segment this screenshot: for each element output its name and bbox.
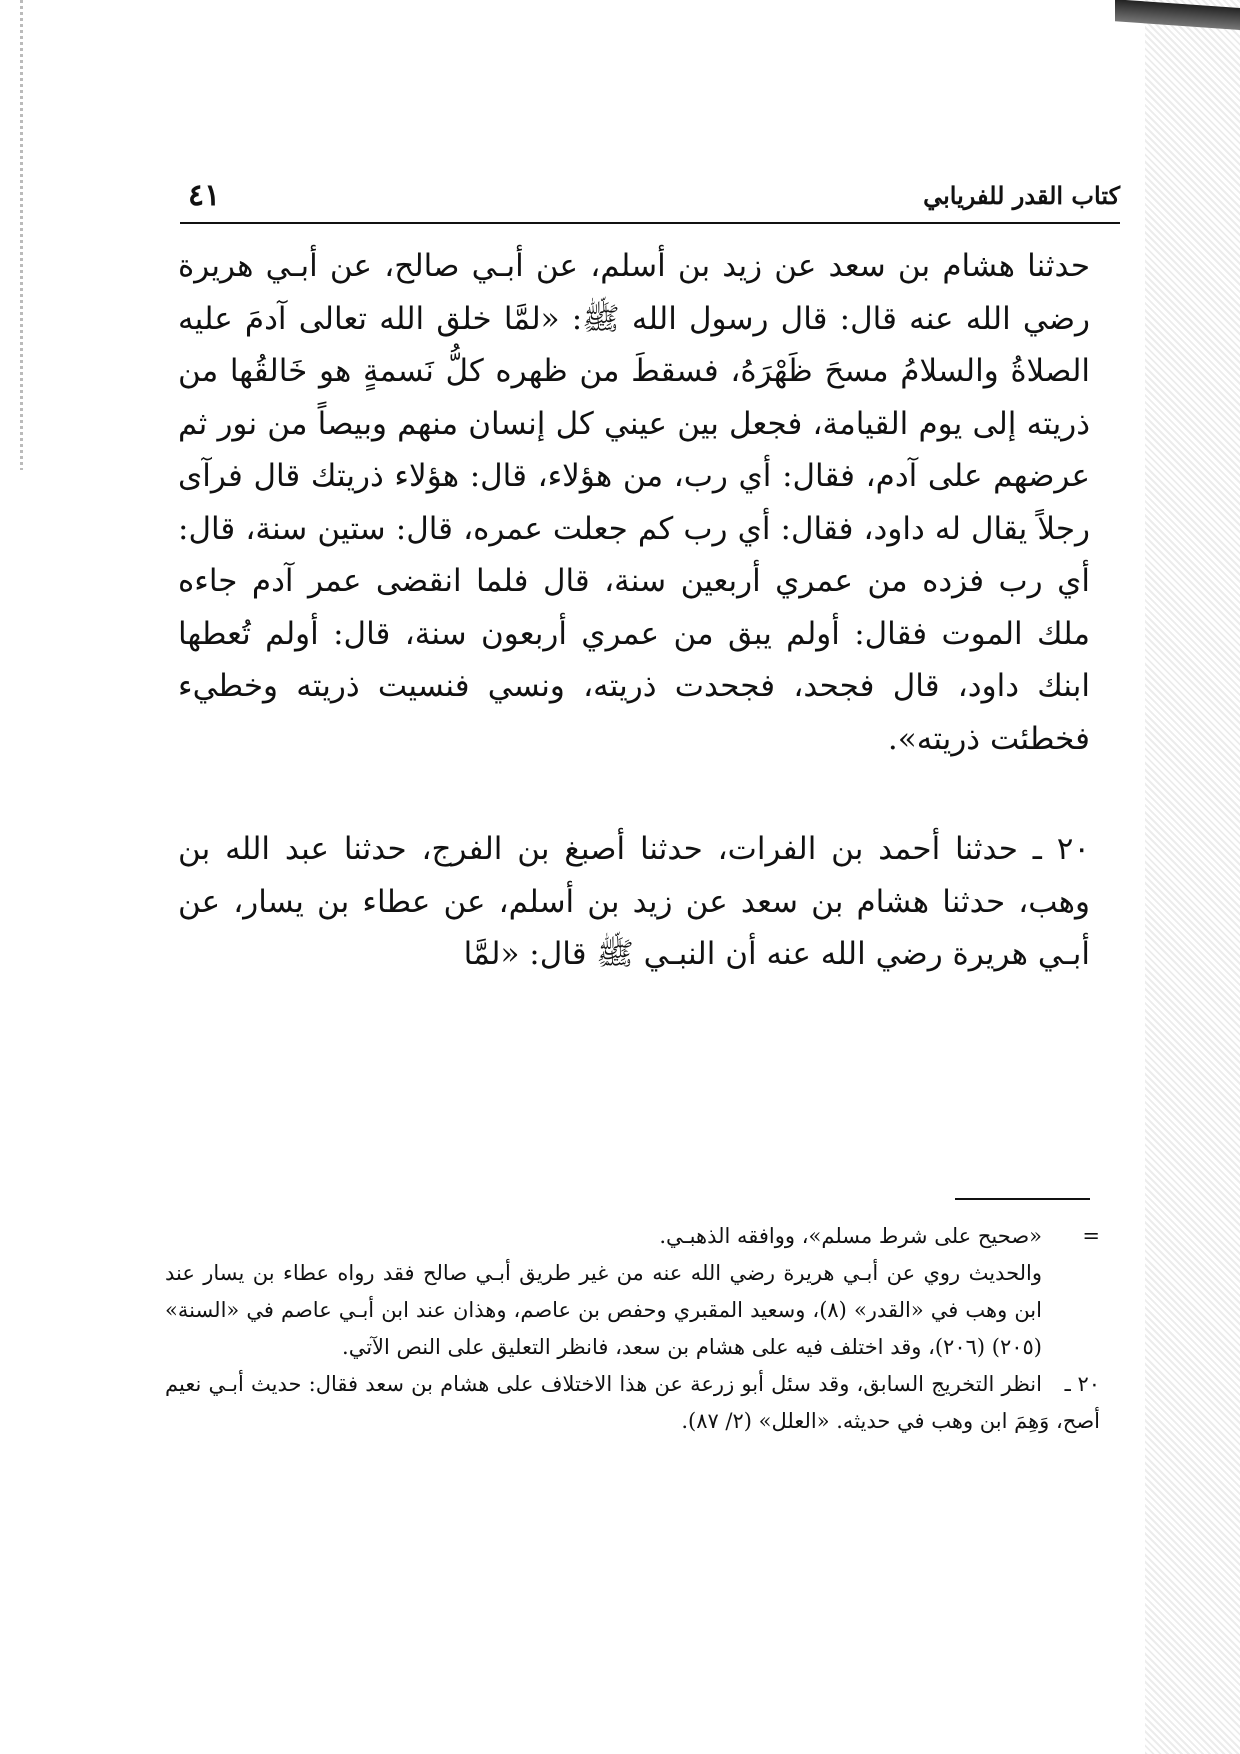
main-text	[178, 240, 1090, 981]
running-header	[188, 176, 1120, 218]
footnote-20-text: انظر التخريج السابق، وقد سئل أبو زرعة عن هذا الاختلاف على هشام بن سعد فقال: حديث أبـي نعيم أصح، وَهِمَ ابن وهب في حديثه. «العلل» (٢/ ٨٧).	[165, 1372, 1100, 1433]
header-rule	[180, 222, 1120, 224]
footnote-continuation-marker: =	[1082, 1224, 1100, 1248]
scan-shadow-edge	[1145, 0, 1240, 1754]
footnote-paragraph: والحديث روي عن أبـي هريرة رضي الله عنه من غير طريق أبـي صالح فقد رواه عطاء بن يسار عند ابن وهب في «القدر» (٨)، وسعيد المقبري وحفص بن عاصم، وهذان عند ابن أبـي عاصم في «السنة» (٢٠٥) (٢٠٦)، وقد اختلف فيه على هشام بن سعد، فانظر التعليق على النص الآتي.	[165, 1261, 1042, 1359]
footnote-rule	[955, 1198, 1090, 1200]
footnote-20	[165, 1366, 1100, 1440]
page-number: ٤١	[188, 178, 221, 213]
book-title: كتاب القدر للفريابي	[923, 181, 1120, 210]
footnote-line: «صحيح على شرط مسلم»، ووافقه الذهبـي.	[659, 1224, 1042, 1248]
paragraph-hadith-19-continued: حدثنا هشام بن سعد عن زيد بن أسلم، عن أبـي صالح، عن أبـي هريرة رضي الله عنه قال: قال رسول الله ﷺ: «لمَّا خلق الله تعالى آدمَ عليه الصلاةُ والسلامُ مسحَ ظَهْرَهُ، فسقطَ من ظهره كلُّ نَسمةٍ هو خَالقُها من ذريته إلى يوم القيامة، فجعل بين عيني كل إنسان منهم وبيصاً من نور ثم عرضهم على آدم، فقال: أي رب، من هؤلاء، قال: هؤلاء ذريتك قال فرآى رجلاً يقال له داود، فقال: أي رب كم جعلت عمره، قال: ستين سنة، قال: أي رب فزده من عمري أربعين سنة، قال فلما انقضى عمر آدم جاءه ملك الموت فقال: أولم يبق من عمري أربعون سنة، قال: أولم تُعطها ابنك داود، قال فجحد، فجحدت ذريته، ونسي فنسيت ذريته وخطيء فخطئت ذريته».	[178, 248, 1090, 757]
footnotes	[165, 1218, 1100, 1440]
paragraph-hadith-20: ٢٠ ـ حدثنا أحمد بن الفرات، حدثنا أصبغ بن الفرج، حدثنا عبد الله بن وهب، حدثنا هشام بن سعد عن زيد بن أسلم، عن عطاء بن يسار، عن أبـي هريرة رضي الله عنه أن النبـي ﷺ قال: «لمَّا	[178, 831, 1090, 972]
footnote-continuation	[165, 1218, 1100, 1255]
footnote-20-marker: ٢٠ ـ	[1064, 1372, 1100, 1396]
scan-binding-edge	[20, 0, 23, 470]
